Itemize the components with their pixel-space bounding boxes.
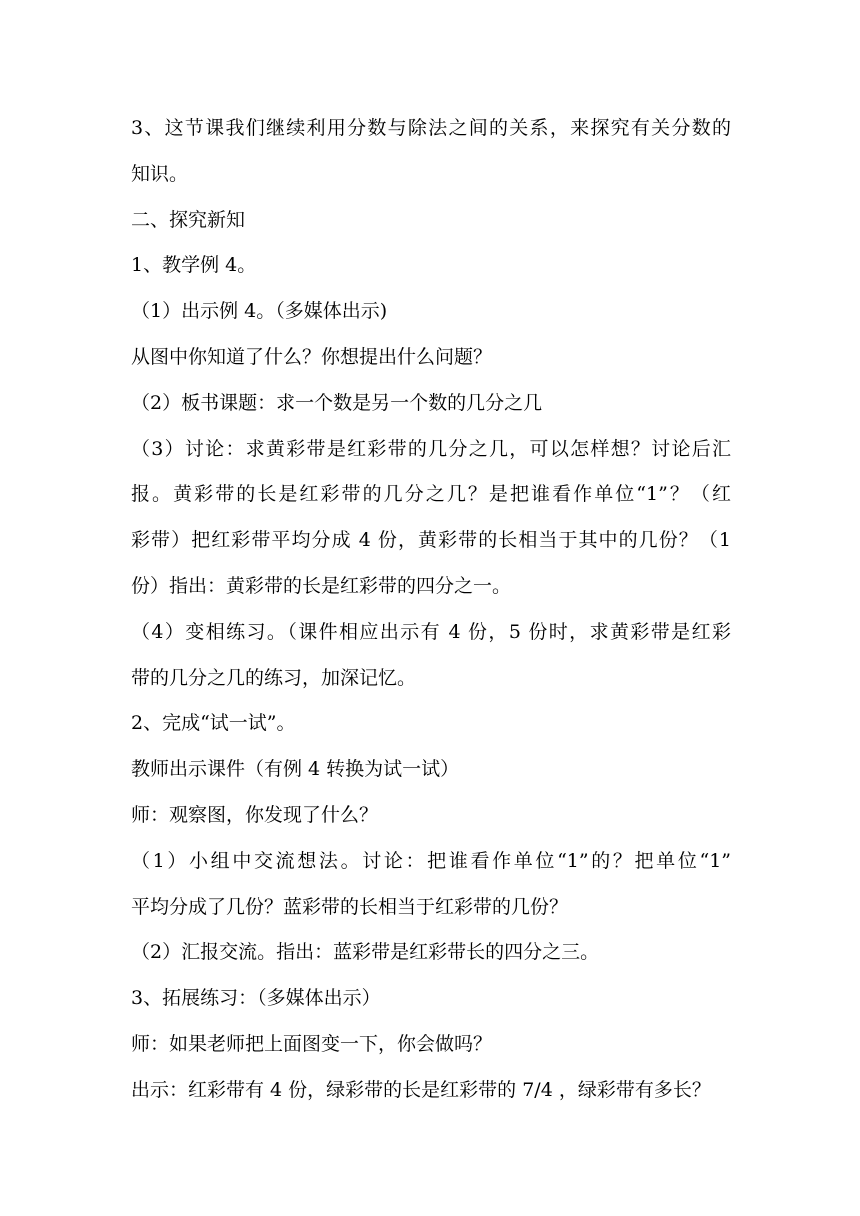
paragraph-line: 带的几分之几的练习，加深记忆。 (131, 666, 417, 689)
subsection-heading: 3、拓展练习：（多媒体出示） (131, 987, 381, 1010)
paragraph-line: （2）板书课题：求一个数是另一个数的几分之几 (131, 391, 543, 414)
paragraph-line: （1）出示例 4。（多媒体出示) (131, 300, 388, 323)
paragraph-line: 师：如果老师把上面图变一下，你会做吗？ (131, 1032, 493, 1055)
paragraph-line: 教师出示课件（有例 4 转换为试一试） (131, 758, 460, 781)
paragraph-line: 3、这节课我们继续利用分数与除法之间的关系，来探究有关分数的 (131, 117, 731, 139)
paragraph-line: 报。黄彩带的长是红彩带的几分之几？是把谁看作单位“1”？（红 (131, 483, 731, 506)
paragraph-line: （3）讨论：求黄彩带是红彩带的几分之几，可以怎样想？讨论后汇 (131, 437, 731, 460)
subsection-heading: 2、完成“试一试”。 (131, 712, 296, 735)
paragraph-line: （4）变相练习。（课件相应出示有 4 份，5 份时，求黄彩带是红彩 (131, 620, 731, 643)
section-heading: 二、探究新知 (131, 208, 246, 231)
paragraph-line: 知识。 (131, 162, 189, 185)
paragraph-line: 平均分成了几份？蓝彩带的长相当于红彩带的几份？ (131, 895, 569, 918)
paragraph-line: 彩带）把红彩带平均分成 4 份，黄彩带的长相当于其中的几份？（1 (131, 529, 731, 552)
paragraph-line: 从图中你知道了什么？你想提出什么问题？ (131, 345, 493, 368)
paragraph-line: 师：观察图，你发现了什么？ (131, 803, 379, 826)
paragraph-line: 出示：红彩带有 4 份，绿彩带的长是红彩带的 7/4 ，绿彩带有多长？ (131, 1078, 711, 1101)
paragraph-line: （1）小组中交流想法。讨论：把谁看作单位“1”的？把单位“1” (131, 849, 731, 872)
paragraph-line: （2）汇报交流。指出：蓝彩带是红彩带长的四分之三。 (131, 941, 600, 964)
document-body (131, 106, 731, 1114)
subsection-heading: 1、教学例 4。 (131, 254, 257, 277)
paragraph-line: 份）指出：黄彩带的长是红彩带的四分之一。 (131, 574, 512, 597)
